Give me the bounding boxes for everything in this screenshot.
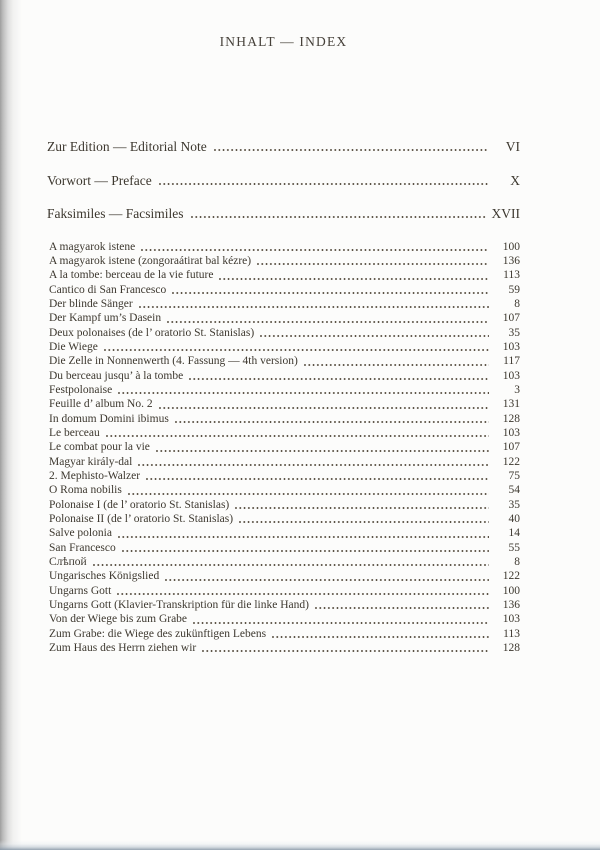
toc-entry-label: Zur Edition — Editorial Note (47, 139, 207, 154)
toc-row (49, 254, 520, 268)
toc-row (49, 627, 520, 641)
toc-row (49, 369, 520, 383)
toc-entry-page-number: 55 (508, 541, 520, 554)
toc-entry-page-number: 131 (502, 398, 520, 411)
toc-entry-label: Vorwort — Preface (47, 172, 152, 188)
toc-entry-page-number: XVII (491, 206, 520, 221)
toc-entry-page-number: 122 (502, 455, 520, 468)
toc-entry-page-number: 107 (502, 312, 520, 325)
toc-row (49, 426, 520, 440)
toc-entry-page-number: 107 (502, 441, 520, 454)
toc-entry-page-number: 8 (514, 556, 520, 569)
toc-entry-page-number: 117 (503, 355, 520, 368)
toc-front-matter-sections (47, 139, 520, 221)
toc-row (49, 569, 520, 583)
toc-entry-label: Die Zelle in Nonnenwerth (4. Fassung — 4th version) (49, 355, 298, 368)
toc-entry-page-number: 113 (503, 627, 520, 640)
toc-row (49, 297, 520, 311)
toc-entry-page-number: 122 (502, 570, 520, 583)
toc-entry-label: Polonaise I (de l’ oratorio St. Stanislas) (49, 498, 230, 511)
toc-entry-label: Polonaise II (de l’ oratorio St. Stanislas) (49, 513, 234, 526)
toc-entry-label: Salve polonia (49, 527, 112, 540)
toc-entry-page-number: 103 (502, 426, 520, 439)
toc-row (49, 498, 520, 512)
toc-entry-label: Von der Wiege bis zum Grabe (49, 613, 188, 626)
toc-entry-label: Der blinde Sänger (49, 297, 133, 310)
toc-row (49, 455, 520, 469)
toc-entry-page-number: 8 (514, 297, 520, 310)
toc-row (49, 555, 520, 569)
toc-row (49, 383, 520, 397)
toc-entry-label: Magyar király-dal (49, 455, 133, 468)
toc-entry-label: Le berceau (49, 426, 100, 439)
toc-row (49, 412, 520, 426)
toc-row (49, 326, 520, 340)
toc-entry-label: Zum Grabe: die Wiege des zukünftigen Lebens (49, 627, 267, 640)
toc-entry-page-number: 103 (502, 613, 520, 626)
toc-content (47, 0, 520, 655)
toc-entry-label: Festpolonaise (49, 383, 113, 396)
toc-row (49, 612, 520, 626)
toc-row (49, 397, 520, 411)
toc-row (47, 173, 520, 188)
toc-entry-page-number: 128 (502, 412, 520, 425)
toc-entry-label: Ungarns Gott (49, 584, 112, 597)
page-left-edge-shadow (0, 0, 22, 850)
toc-entry-page-number: 54 (508, 484, 520, 497)
toc-entry-page-number: 100 (502, 240, 520, 253)
toc-entry-label: Ungarns Gott (Klavier-Transkription für die linke Hand) (49, 599, 309, 612)
toc-entry-label: Ungarisches Königslied (49, 570, 160, 583)
toc-row (49, 283, 520, 297)
toc-entry-page-number: 128 (502, 642, 520, 655)
toc-row (49, 340, 520, 354)
toc-row (49, 440, 520, 454)
toc-entry-page-number: 136 (502, 254, 520, 267)
toc-entry-page-number: 136 (502, 599, 520, 612)
toc-row (49, 526, 520, 540)
toc-row (49, 240, 520, 254)
toc-row (49, 469, 520, 483)
toc-entry-page-number: 59 (508, 283, 520, 296)
toc-entry-label: Feuille d’ album No. 2 (49, 398, 153, 411)
toc-entry-label: A la tombe: berceau de la vie future (49, 269, 214, 282)
toc-entry-label: Faksimiles — Facsimiles (47, 206, 184, 221)
page-bottom-edge-shadow (0, 840, 600, 850)
toc-entry-label: Du berceau jusqu’ à la tombe (49, 369, 184, 382)
toc-entry-label: In domum Domini ibimus (49, 412, 169, 425)
toc-row (47, 206, 520, 221)
toc-entry-page-number: 35 (508, 498, 520, 511)
toc-entry-page-number: 40 (508, 513, 520, 526)
toc-entry-page-number: X (510, 172, 520, 188)
toc-entry-label: A magyarok istene (49, 240, 136, 253)
toc-entry-label: Le combat pour la vie (49, 441, 150, 454)
toc-row (49, 354, 520, 368)
toc-row (49, 598, 520, 612)
toc-entries-list (47, 240, 520, 656)
toc-entry-page-number: 113 (503, 269, 520, 282)
toc-entry-page-number: 100 (502, 584, 520, 597)
toc-entry-label: San Francesco (49, 541, 116, 554)
toc-row (49, 541, 520, 555)
toc-row (49, 268, 520, 282)
toc-entry-page-number: 103 (502, 369, 520, 382)
toc-entry-page-number: VI (505, 139, 520, 154)
toc-entry-label: 2. Mephisto-Walzer (49, 470, 141, 482)
toc-row (49, 641, 520, 655)
toc-entry-label: O Roma nobilis (49, 484, 122, 497)
toc-row (47, 139, 520, 154)
toc-entry-label: Cantico di San Francesco (49, 283, 167, 296)
toc-entry-label: Zum Haus des Herrn ziehen wir (49, 642, 197, 655)
toc-row (49, 512, 520, 526)
toc-entry-label: A magyarok istene (zongoraátirat bal kézre) (49, 254, 252, 267)
toc-entry-label: Der Kampf um’s Dasein (49, 312, 162, 325)
toc-entry-page-number: 35 (508, 326, 520, 339)
toc-entry-page-number: 75 (508, 470, 520, 482)
toc-entry-page-number: 3 (514, 383, 520, 396)
toc-entry-label: Слѣпой (49, 556, 87, 569)
toc-entry-label: Deux polonaises (de l’ oratorio St. Stanislas) (49, 326, 255, 339)
toc-row (49, 311, 520, 325)
page-title: INHALT — INDEX (219, 34, 348, 49)
toc-entry-page-number: 103 (502, 340, 520, 353)
toc-row (49, 584, 520, 598)
toc-row (49, 483, 520, 497)
toc-entry-page-number: 14 (508, 527, 520, 540)
toc-entry-label: Die Wiege (49, 340, 98, 353)
